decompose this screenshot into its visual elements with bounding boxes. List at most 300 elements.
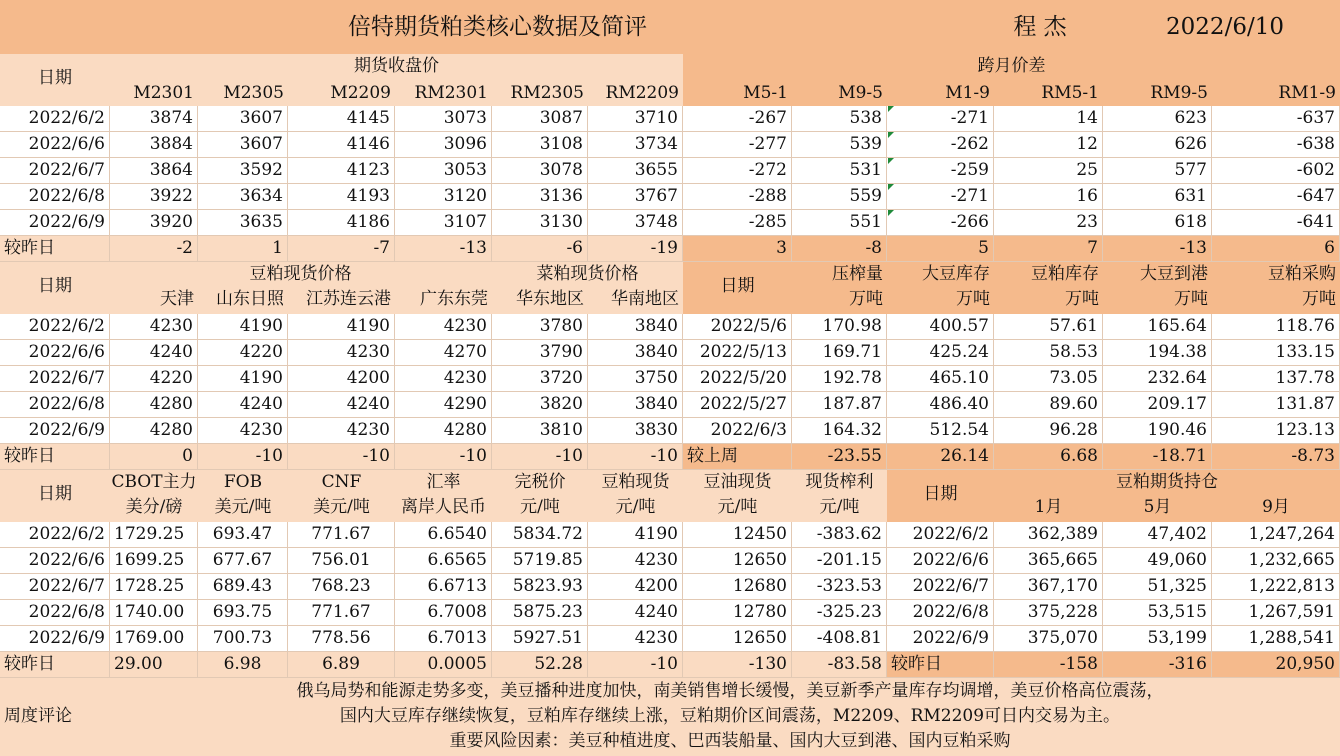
s3-value: 29.00 xyxy=(110,652,198,678)
s1-value: 4186 xyxy=(288,210,395,236)
s1-value: -602 xyxy=(1212,158,1340,184)
s3-value: 362,389 xyxy=(994,522,1103,548)
s2-value: 192.78 xyxy=(792,366,887,392)
s1-value: 16 xyxy=(994,184,1103,210)
s1-value: 25 xyxy=(994,158,1103,184)
s3-row-date: 2022/6/7 xyxy=(887,574,994,600)
s1-value: 3734 xyxy=(588,132,683,158)
s2-value: 57.61 xyxy=(994,314,1103,340)
s2-value: 4200 xyxy=(288,366,395,392)
s1-value: 626 xyxy=(1103,132,1212,158)
s1-date-label: 日期 xyxy=(38,68,72,88)
s3-oi-col: 5月 xyxy=(1143,497,1172,517)
s2-value: 4190 xyxy=(288,314,395,340)
s3-value: 12450 xyxy=(683,522,792,548)
s2-value: 465.10 xyxy=(887,366,994,392)
s1-col-header: M2305 xyxy=(223,83,284,103)
s2-weekly-unit: 万吨 xyxy=(1302,289,1336,309)
s3-col-unit: 美分/磅 xyxy=(125,497,183,517)
s3-col-header: 汇率 xyxy=(426,472,461,492)
s2-value: 118.76 xyxy=(1212,314,1340,340)
s2-value: 4230 xyxy=(198,418,288,444)
s1-value: 3748 xyxy=(588,210,683,236)
s2-value: 209.17 xyxy=(1103,392,1212,418)
s3-row-date: 2022/6/6 xyxy=(0,548,110,574)
s1-value: -2 xyxy=(110,236,198,262)
s3-value: 6.6565 xyxy=(395,548,492,574)
s1-col-header: M5-1 xyxy=(743,83,788,103)
s1-value: -638 xyxy=(1212,132,1340,158)
s1-row-date: 较昨日 xyxy=(0,236,110,262)
s2-value: 4230 xyxy=(288,340,395,366)
s1-value: 3922 xyxy=(110,184,198,210)
s3-col-unit: 元/吨 xyxy=(717,497,758,517)
s2-value: 165.64 xyxy=(1103,314,1212,340)
s2-weekly-col: 豆粕库存 xyxy=(1031,264,1099,284)
s2-value: 133.15 xyxy=(1212,340,1340,366)
s2-value: 170.98 xyxy=(792,314,887,340)
s3-value: 1740.00 xyxy=(110,600,198,626)
s2-value: -10 xyxy=(198,444,288,470)
s2-value: 0 xyxy=(110,444,198,470)
comment-line: 重要风险因素：美豆种植进度、巴西装船量、国内大豆到港、国内豆粕采购 xyxy=(449,731,1011,751)
s1-value: -8 xyxy=(792,236,887,262)
s2-spot-col: 山东日照 xyxy=(216,289,284,309)
s1-col-header: M2301 xyxy=(133,83,194,103)
s1-value: 3108 xyxy=(492,132,588,158)
s1-value: -13 xyxy=(1103,236,1212,262)
s2-weekly-col: 大豆到港 xyxy=(1140,264,1208,284)
report-title: 倍特期货粕类核心数据及简评 xyxy=(348,14,647,40)
s2-value: 4230 xyxy=(395,314,492,340)
s3-value: -201.15 xyxy=(792,548,887,574)
s3-row-date: 2022/6/7 xyxy=(0,574,110,600)
s1-value: 4193 xyxy=(288,184,395,210)
s2-value: 194.38 xyxy=(1103,340,1212,366)
s2-weekly-unit: 万吨 xyxy=(1174,289,1208,309)
s1-value: 3884 xyxy=(110,132,198,158)
s1-col-header: M1-9 xyxy=(945,83,990,103)
s3-value: 12680 xyxy=(683,574,792,600)
s3-value: 53,515 xyxy=(1103,600,1212,626)
s1-value: 3655 xyxy=(588,158,683,184)
s3-value: 5719.85 xyxy=(492,548,588,574)
s1-value: -647 xyxy=(1212,184,1340,210)
s3-value: 4190 xyxy=(588,522,683,548)
comment-flag-icon xyxy=(888,184,894,190)
s3-value: 1728.25 xyxy=(110,574,198,600)
s3-value: 375,228 xyxy=(994,600,1103,626)
s3-value: 4230 xyxy=(588,548,683,574)
s2-value: 4240 xyxy=(198,392,288,418)
s3-value: 47,402 xyxy=(1103,522,1212,548)
s1-value: 6 xyxy=(1212,236,1340,262)
s3-value: 6.89 xyxy=(288,652,395,678)
s3-col-unit: 元/吨 xyxy=(819,497,860,517)
s2-value: 169.71 xyxy=(792,340,887,366)
s3-value: 756.01 xyxy=(288,548,395,574)
s3-value: 49,060 xyxy=(1103,548,1212,574)
s1-spread-group: 跨月价差 xyxy=(977,56,1046,76)
s1-col-header: M9-5 xyxy=(838,83,883,103)
s1-value: 3107 xyxy=(395,210,492,236)
s2-weekly-date-label: 日期 xyxy=(720,276,755,296)
s3-col-unit: 美元/吨 xyxy=(214,497,272,517)
s1-col-header: RM5-1 xyxy=(1041,83,1099,103)
s1-row-date: 2022/6/6 xyxy=(0,132,110,158)
s1-value: 3592 xyxy=(198,158,288,184)
s2-value: 26.14 xyxy=(887,444,994,470)
s2-spot-col: 华东地区 xyxy=(516,289,584,309)
s3-value: 5834.72 xyxy=(492,522,588,548)
s1-value: 23 xyxy=(994,210,1103,236)
s3-value: 5823.93 xyxy=(492,574,588,600)
s3-value: 6.7008 xyxy=(395,600,492,626)
s2-row-date: 2022/6/7 xyxy=(0,366,110,392)
s2-row-date: 2022/6/2 xyxy=(0,314,110,340)
s1-value: 3607 xyxy=(198,132,288,158)
s1-value: 3635 xyxy=(198,210,288,236)
s3-value: 700.73 xyxy=(198,626,288,652)
s1-value: 618 xyxy=(1103,210,1212,236)
s1-value: -641 xyxy=(1212,210,1340,236)
s1-value: 3607 xyxy=(198,106,288,132)
s2-value: 123.13 xyxy=(1212,418,1340,444)
s3-value: 365,665 xyxy=(994,548,1103,574)
s1-value: 5 xyxy=(887,236,994,262)
s3-row-date: 2022/6/2 xyxy=(887,522,994,548)
s3-value: 6.7013 xyxy=(395,626,492,652)
s1-col-header: RM1-9 xyxy=(1278,83,1336,103)
s3-row-date: 2022/6/9 xyxy=(0,626,110,652)
s3-value: 768.23 xyxy=(288,574,395,600)
s2-weekly-col: 豆粕采购 xyxy=(1268,264,1336,284)
s3-value: 12650 xyxy=(683,548,792,574)
s2-weekly-col: 压榨量 xyxy=(832,264,883,284)
s1-col-header: RM2301 xyxy=(414,83,488,103)
s2-value: 190.46 xyxy=(1103,418,1212,444)
s1-value: -19 xyxy=(588,236,683,262)
s3-col-header: CNF xyxy=(321,472,362,492)
s2-value: 3840 xyxy=(588,392,683,418)
s2-value: 425.24 xyxy=(887,340,994,366)
s3-value: 5927.51 xyxy=(492,626,588,652)
s3-row-date: 2022/6/8 xyxy=(0,600,110,626)
s1-value: 538 xyxy=(792,106,887,132)
s3-row-date: 2022/6/9 xyxy=(887,626,994,652)
s3-value: 375,070 xyxy=(994,626,1103,652)
s1-value: 551 xyxy=(792,210,887,236)
s1-row-date: 2022/6/9 xyxy=(0,210,110,236)
author-name: 程 杰 xyxy=(1013,14,1067,40)
s2-row-date: 2022/6/6 xyxy=(0,340,110,366)
s3-value: 12650 xyxy=(683,626,792,652)
s3-value: 1,222,813 xyxy=(1212,574,1340,600)
s1-value: 14 xyxy=(994,106,1103,132)
s2-row-date: 2022/5/20 xyxy=(683,366,792,392)
s3-value: 1,267,591 xyxy=(1212,600,1340,626)
s2-value: 187.87 xyxy=(792,392,887,418)
s1-value: 4145 xyxy=(288,106,395,132)
s3-col-header: FOB xyxy=(223,472,263,492)
comment-label: 周度评论 xyxy=(4,706,72,726)
s2-value: 3810 xyxy=(492,418,588,444)
s1-value: 12 xyxy=(994,132,1103,158)
s2-value: 232.64 xyxy=(1103,366,1212,392)
s3-value: 1769.00 xyxy=(110,626,198,652)
s2-value: -8.73 xyxy=(1212,444,1340,470)
s1-value: 3920 xyxy=(110,210,198,236)
s2-value: -10 xyxy=(588,444,683,470)
s3-value: 1,288,541 xyxy=(1212,626,1340,652)
s2-value: 4280 xyxy=(395,418,492,444)
s1-value: 631 xyxy=(1103,184,1212,210)
s2-value: 4220 xyxy=(198,340,288,366)
s2-value: 4290 xyxy=(395,392,492,418)
s2-value: 4220 xyxy=(110,366,198,392)
s1-value: 3120 xyxy=(395,184,492,210)
s3-value: 689.43 xyxy=(198,574,288,600)
s3-col-header: 豆粕现货 xyxy=(601,472,670,492)
s2-value: 3790 xyxy=(492,340,588,366)
s3-value: 771.67 xyxy=(288,600,395,626)
s2-value: 4230 xyxy=(288,418,395,444)
s2-row-date: 2022/5/27 xyxy=(683,392,792,418)
s1-col-header: RM2209 xyxy=(605,83,679,103)
s3-col-header: 豆油现货 xyxy=(703,472,772,492)
s2-value: 3820 xyxy=(492,392,588,418)
s1-value: -271 xyxy=(887,184,994,210)
s2-value: 3830 xyxy=(588,418,683,444)
report-date: 2022/6/10 xyxy=(1166,14,1284,40)
s3-value: 693.75 xyxy=(198,600,288,626)
s2-date-label: 日期 xyxy=(38,276,72,296)
s3-value: 20,950 xyxy=(1212,652,1340,678)
s2-weekly-unit: 万吨 xyxy=(956,289,990,309)
s1-value: 3136 xyxy=(492,184,588,210)
s3-value: -325.23 xyxy=(792,600,887,626)
s3-value: 771.67 xyxy=(288,522,395,548)
s1-row-date: 2022/6/8 xyxy=(0,184,110,210)
s2-value: 486.40 xyxy=(887,392,994,418)
s3-value: 367,170 xyxy=(994,574,1103,600)
s2-value: 3780 xyxy=(492,314,588,340)
s3-value: -10 xyxy=(588,652,683,678)
s2-spot-col: 天津 xyxy=(160,289,194,309)
s3-value: 4230 xyxy=(588,626,683,652)
comment-flag-icon xyxy=(888,210,894,216)
s2-row-date: 2022/6/3 xyxy=(683,418,792,444)
s1-value: 4146 xyxy=(288,132,395,158)
s2-row-date: 2022/6/8 xyxy=(0,392,110,418)
s2-value: 3840 xyxy=(588,340,683,366)
s1-value: -277 xyxy=(683,132,792,158)
s3-value: 0.0005 xyxy=(395,652,492,678)
s3-value: 1699.25 xyxy=(110,548,198,574)
s2-value: 3750 xyxy=(588,366,683,392)
comment-line: 国内大豆库存继续恢复，豆粕库存继续上涨，豆粕期价区间震荡，M2209、RM2209可日内交易为主。 xyxy=(339,706,1121,726)
s3-value: 778.56 xyxy=(288,626,395,652)
s2-spot-col: 华南地区 xyxy=(611,289,679,309)
s1-value: -259 xyxy=(887,158,994,184)
s3-value: 1,247,264 xyxy=(1212,522,1340,548)
s2-value: 96.28 xyxy=(994,418,1103,444)
s2-value: 131.87 xyxy=(1212,392,1340,418)
s2-value: -10 xyxy=(288,444,395,470)
s2-value: 4190 xyxy=(198,314,288,340)
s1-value: 3874 xyxy=(110,106,198,132)
s1-value: 3767 xyxy=(588,184,683,210)
s1-value: 3864 xyxy=(110,158,198,184)
s3-value: 677.67 xyxy=(198,548,288,574)
s3-value: 1729.25 xyxy=(110,522,198,548)
s3-row-date: 2022/6/2 xyxy=(0,522,110,548)
s1-value: 3087 xyxy=(492,106,588,132)
s1-value: 539 xyxy=(792,132,887,158)
s2-value: 3720 xyxy=(492,366,588,392)
s2-value: 164.32 xyxy=(792,418,887,444)
s3-value: 53,199 xyxy=(1103,626,1212,652)
s2-value: 89.60 xyxy=(994,392,1103,418)
s3-col-header: 完税价 xyxy=(514,472,566,492)
s2-value: 4240 xyxy=(288,392,395,418)
s1-value: 3710 xyxy=(588,106,683,132)
s2-weekly-unit: 万吨 xyxy=(1065,289,1099,309)
s3-row-date: 较昨日 xyxy=(887,652,994,678)
s2-value: 4280 xyxy=(110,392,198,418)
s3-col-unit: 美元/吨 xyxy=(313,497,370,517)
s1-value: 559 xyxy=(792,184,887,210)
s2-value: 4280 xyxy=(110,418,198,444)
s3-oi-group: 豆粕期货持仓 xyxy=(1116,472,1218,492)
comment-flag-icon xyxy=(888,132,894,138)
s2-value: -23.55 xyxy=(792,444,887,470)
s2-value: 73.05 xyxy=(994,366,1103,392)
s3-value: -130 xyxy=(683,652,792,678)
s1-futures-group: 期货收盘价 xyxy=(354,56,439,76)
s2-soymeal-group: 豆粕现货价格 xyxy=(249,264,352,284)
s3-col-unit: 元/吨 xyxy=(615,497,656,517)
s1-value: -267 xyxy=(683,106,792,132)
s1-value: -266 xyxy=(887,210,994,236)
s1-value: 623 xyxy=(1103,106,1212,132)
s1-col-header: M2209 xyxy=(330,83,391,103)
s3-value: 1,232,665 xyxy=(1212,548,1340,574)
s1-row-date: 2022/6/2 xyxy=(0,106,110,132)
s3-value: -383.62 xyxy=(792,522,887,548)
s1-value: -6 xyxy=(492,236,588,262)
s2-weekly-unit: 万吨 xyxy=(849,289,883,309)
s2-row-date: 较上周 xyxy=(683,444,792,470)
s3-value: 6.98 xyxy=(198,652,288,678)
s1-value: -13 xyxy=(395,236,492,262)
s2-weekly-col: 大豆库存 xyxy=(922,264,990,284)
s2-row-date: 较昨日 xyxy=(0,444,110,470)
s3-col-unit: 元/吨 xyxy=(520,497,560,517)
s1-value: 3053 xyxy=(395,158,492,184)
s2-value: 512.54 xyxy=(887,418,994,444)
s1-value: 3 xyxy=(683,236,792,262)
s2-value: -10 xyxy=(492,444,588,470)
s1-value: 4123 xyxy=(288,158,395,184)
s2-value: 4230 xyxy=(395,366,492,392)
comment-flag-icon xyxy=(888,106,894,112)
s3-value: 4240 xyxy=(588,600,683,626)
s3-value: 6.6713 xyxy=(395,574,492,600)
s3-col-header: CBOT主力 xyxy=(111,472,197,492)
s3-col-unit: 离岸人民币 xyxy=(401,497,486,517)
s1-value: -271 xyxy=(887,106,994,132)
s2-rapemeal-group: 菜粕现货价格 xyxy=(536,264,639,284)
s2-value: 58.53 xyxy=(994,340,1103,366)
s1-value: 531 xyxy=(792,158,887,184)
s3-value: 5875.23 xyxy=(492,600,588,626)
s3-value: -408.81 xyxy=(792,626,887,652)
s3-value: 6.6540 xyxy=(395,522,492,548)
s2-value: 400.57 xyxy=(887,314,994,340)
s3-value: 12780 xyxy=(683,600,792,626)
s2-value: 137.78 xyxy=(1212,366,1340,392)
s2-spot-col: 广东东莞 xyxy=(420,289,488,309)
s2-value: 4240 xyxy=(110,340,198,366)
s3-value: 4200 xyxy=(588,574,683,600)
s3-col-header: 现货榨利 xyxy=(805,472,874,492)
s1-value: 3073 xyxy=(395,106,492,132)
s1-value: 577 xyxy=(1103,158,1212,184)
s3-value: 693.47 xyxy=(198,522,288,548)
s3-row-date: 较昨日 xyxy=(0,652,110,678)
s1-value: 3634 xyxy=(198,184,288,210)
s3-row-date: 2022/6/8 xyxy=(887,600,994,626)
s1-value: -7 xyxy=(288,236,395,262)
comment-line: 俄乌局势和能源走势多变，美豆播种进度加快，南美销售增长缓慢，美豆新季产量库存均调增，美豆价格高位震荡， xyxy=(296,681,1164,701)
s3-value: 52.28 xyxy=(492,652,588,678)
s1-value: -262 xyxy=(887,132,994,158)
s1-value: -637 xyxy=(1212,106,1340,132)
s2-value: 4270 xyxy=(395,340,492,366)
s3-oi-col: 9月 xyxy=(1262,497,1290,517)
s3-value: -158 xyxy=(994,652,1103,678)
s1-value: -285 xyxy=(683,210,792,236)
s1-value: 7 xyxy=(994,236,1103,262)
s3-value: 51,325 xyxy=(1103,574,1212,600)
s2-value: 3840 xyxy=(588,314,683,340)
s3-row-date: 2022/6/6 xyxy=(887,548,994,574)
s1-value: 1 xyxy=(198,236,288,262)
s1-col-header: RM9-5 xyxy=(1150,83,1208,103)
s2-row-date: 2022/6/9 xyxy=(0,418,110,444)
s1-value: -288 xyxy=(683,184,792,210)
s3-oi-date-label: 日期 xyxy=(923,484,958,504)
s2-value: -18.71 xyxy=(1103,444,1212,470)
s1-row-date: 2022/6/7 xyxy=(0,158,110,184)
s2-row-date: 2022/5/13 xyxy=(683,340,792,366)
s1-value: 3130 xyxy=(492,210,588,236)
s2-spot-col: 江苏连云港 xyxy=(306,289,391,309)
s2-value: 4230 xyxy=(110,314,198,340)
s3-value: -323.53 xyxy=(792,574,887,600)
s2-value: -10 xyxy=(395,444,492,470)
s1-value: 3078 xyxy=(492,158,588,184)
s3-date-label: 日期 xyxy=(38,484,72,504)
s2-value: 6.68 xyxy=(994,444,1103,470)
s3-oi-col: 1月 xyxy=(1034,497,1063,517)
comment-flag-icon xyxy=(888,158,894,164)
s3-value: -316 xyxy=(1103,652,1212,678)
s2-row-date: 2022/5/6 xyxy=(683,314,792,340)
s3-value: -83.58 xyxy=(792,652,887,678)
s1-value: 3096 xyxy=(395,132,492,158)
